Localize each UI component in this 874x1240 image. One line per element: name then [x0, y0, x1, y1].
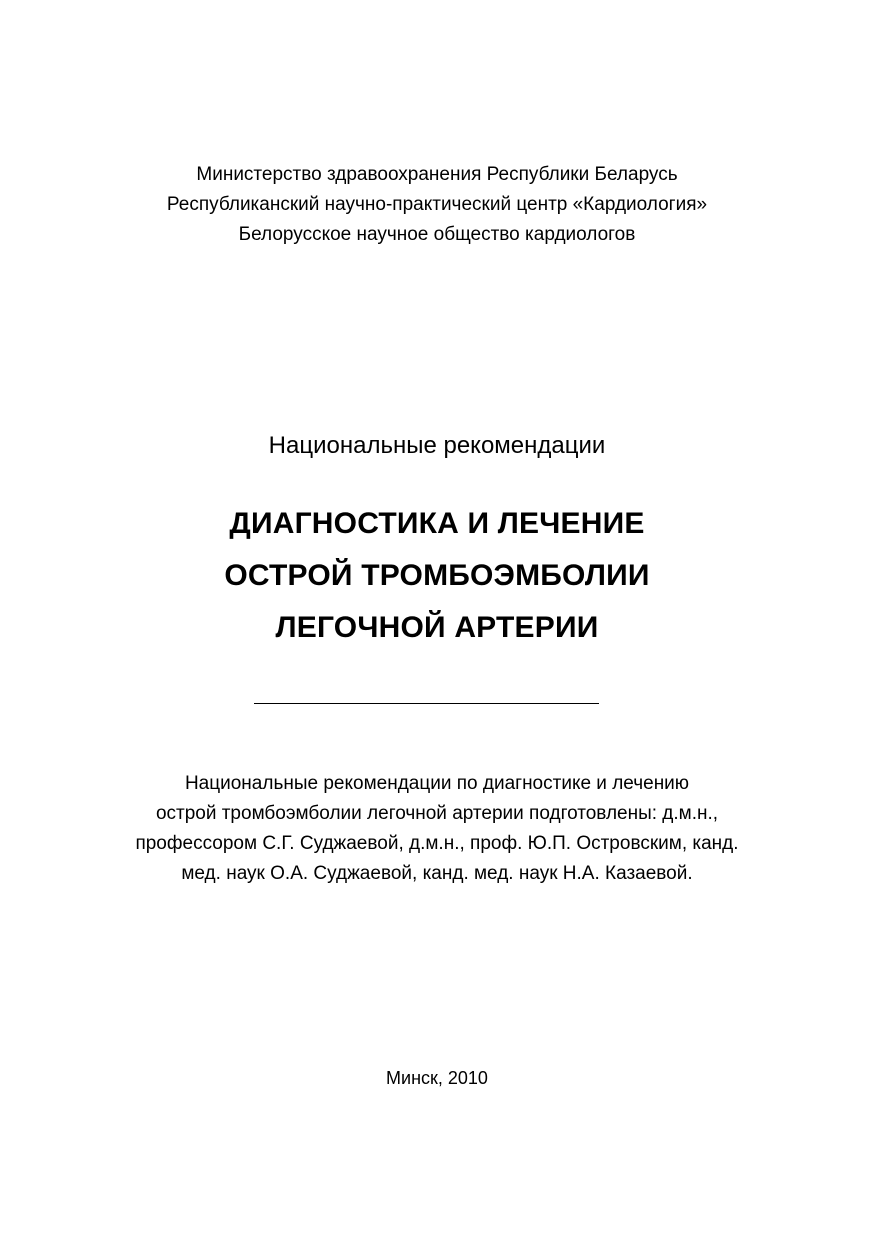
organization-ministry: Министерство здравоохранения Республики Беларусь	[196, 164, 678, 185]
title-line: ЛЕГОЧНОЙ АРТЕРИИ	[275, 611, 599, 644]
document-title	[0, 498, 874, 654]
prepared-by-line: Национальные рекомендации по диагностике и лечению	[184, 773, 690, 794]
prepared-by-paragraph	[0, 769, 874, 889]
organization-cardiology-society: Белорусское научное общество кардиологов	[238, 224, 636, 245]
title-line: ДИАГНОСТИКА И ЛЕЧЕНИЕ	[229, 507, 645, 540]
publication-place-year: Минск, 2010	[386, 1068, 488, 1088]
organizations-block	[0, 160, 874, 250]
title-line: ОСТРОЙ ТРОМБОЭМБОЛИИ	[224, 559, 650, 592]
organization-cardiology-center: Республиканский научно-практический центр «Кардиология»	[166, 194, 708, 215]
document-subtitle: Национальные рекомендации	[268, 432, 606, 459]
prepared-by-line: острой тромбоэмболии легочной артерии подготовлены: д.м.н.,	[155, 803, 719, 824]
horizontal-divider	[254, 703, 599, 704]
prepared-by-line: профессором С.Г. Суджаевой, д.м.н., проф. Ю.П. Островским, канд.	[135, 833, 739, 854]
prepared-by-line: мед. наук О.А. Суджаевой, канд. мед. наук Н.А. Казаевой.	[181, 863, 693, 884]
